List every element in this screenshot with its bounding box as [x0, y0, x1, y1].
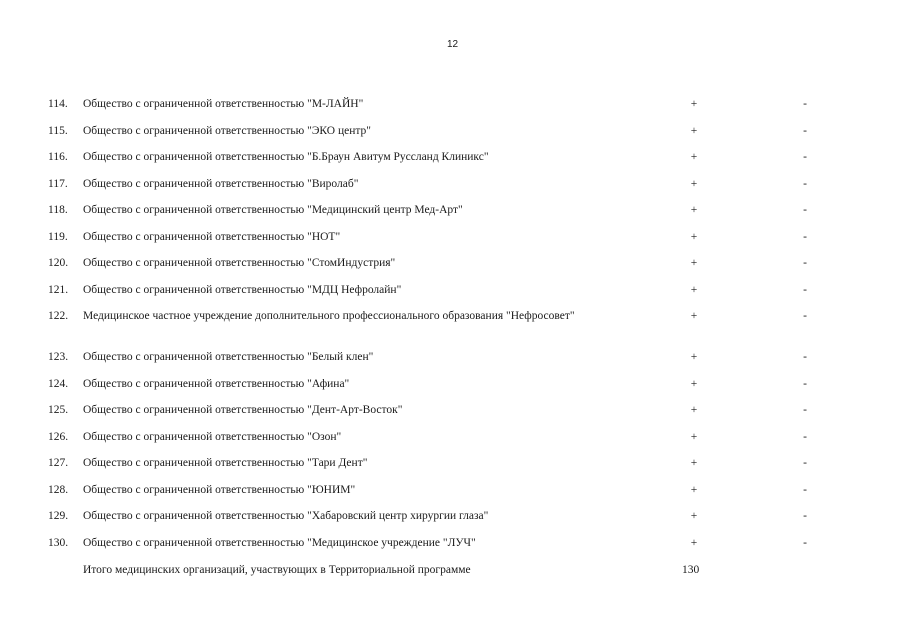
- total-count: 130: [682, 564, 700, 576]
- participation-mark: +: [690, 230, 698, 243]
- participation-mark: +: [690, 351, 698, 363]
- organization-name: Общество с ограниченной ответственностью "Б.Браун Авитум Руссланд Клиникс": [83, 151, 489, 163]
- table-row: [0, 283, 905, 310]
- table-row: [0, 256, 905, 283]
- organization-name: Общество с ограниченной ответственностью "МДЦ Нефролайн": [83, 283, 402, 296]
- participation-mark: +: [690, 257, 698, 269]
- participation-mark: +: [690, 510, 698, 522]
- row-number: 118.: [48, 204, 68, 216]
- table-row: [0, 403, 905, 430]
- secondary-mark: -: [803, 257, 807, 269]
- total-label: Итого медицинских организаций, участвующих в Территориальной программе: [83, 564, 471, 576]
- secondary-mark: -: [803, 177, 807, 190]
- row-number: 121.: [48, 283, 69, 296]
- table-row: [0, 509, 905, 536]
- participation-mark: +: [690, 310, 698, 322]
- table-row: [0, 536, 905, 563]
- row-number: 130.: [48, 536, 69, 549]
- organization-name: Общество с ограниченной ответственностью "Виролаб": [83, 177, 359, 190]
- participation-mark: +: [690, 430, 698, 443]
- secondary-mark: -: [803, 536, 807, 549]
- secondary-mark: -: [803, 457, 807, 469]
- table-row: [0, 97, 905, 124]
- table-row: [0, 124, 905, 151]
- secondary-mark: -: [803, 98, 807, 110]
- row-number: 124.: [48, 377, 69, 390]
- secondary-mark: -: [803, 483, 807, 496]
- participation-mark: +: [690, 204, 698, 216]
- organization-name: Общество с ограниченной ответственностью "Белый клен": [83, 351, 374, 363]
- organization-name: Общество с ограниченной ответственностью "Дент-Арт-Восток": [83, 404, 403, 416]
- participation-mark: +: [690, 151, 698, 163]
- organization-name: Общество с ограниченной ответственностью "ЮНИМ": [83, 483, 356, 496]
- row-number: 116.: [48, 151, 68, 163]
- participation-mark: +: [690, 124, 698, 137]
- organization-name: Общество с ограниченной ответственностью "М-ЛАЙН": [83, 98, 364, 110]
- organization-name: Медицинское частное учреждение дополнительного профессионального образования "Нефросовет": [83, 310, 575, 322]
- participation-mark: +: [690, 377, 698, 390]
- participation-mark: +: [690, 483, 698, 496]
- table-row: [0, 350, 905, 377]
- table-row: [0, 309, 905, 350]
- row-number: 114.: [48, 98, 68, 110]
- secondary-mark: -: [803, 230, 807, 243]
- organization-name: Общество с ограниченной ответственностью "Тари Дент": [83, 457, 368, 469]
- secondary-mark: -: [803, 377, 807, 390]
- table-row: [0, 177, 905, 204]
- table-row: [0, 203, 905, 230]
- row-number: 122.: [48, 310, 69, 322]
- secondary-mark: -: [803, 151, 807, 163]
- organization-name: Общество с ограниченной ответственностью "Афина": [83, 377, 350, 390]
- table-row: [0, 456, 905, 483]
- row-number: 120.: [48, 257, 69, 269]
- organization-name: Общество с ограниченной ответственностью "Медицинское учреждение "ЛУЧ": [83, 536, 476, 549]
- organization-name: Общество с ограниченной ответственностью "Озон": [83, 430, 342, 443]
- row-number: 117.: [48, 177, 68, 190]
- table-row: [0, 377, 905, 404]
- organization-name: Общество с ограниченной ответственностью "Хабаровский центр хирургии глаза": [83, 510, 489, 522]
- secondary-mark: -: [803, 404, 807, 416]
- secondary-mark: -: [803, 204, 807, 216]
- participation-mark: +: [690, 98, 698, 110]
- table-row: [0, 230, 905, 257]
- table-row: [0, 430, 905, 457]
- secondary-mark: -: [803, 430, 807, 443]
- table-row: [0, 483, 905, 510]
- table-row: [0, 150, 905, 177]
- row-number: 123.: [48, 351, 69, 363]
- row-number: 126.: [48, 430, 69, 443]
- page-number: 12: [446, 39, 459, 50]
- row-number: 127.: [48, 457, 69, 469]
- row-number: 128.: [48, 483, 69, 496]
- secondary-mark: -: [803, 510, 807, 522]
- organizations-table: [0, 97, 905, 562]
- row-number: 119.: [48, 230, 68, 243]
- participation-mark: +: [690, 404, 698, 416]
- participation-mark: +: [690, 177, 698, 190]
- organization-name: Общество с ограниченной ответственностью "ЭКО центр": [83, 124, 372, 137]
- secondary-mark: -: [803, 283, 807, 296]
- secondary-mark: -: [803, 124, 807, 137]
- participation-mark: +: [690, 536, 698, 549]
- secondary-mark: -: [803, 351, 807, 363]
- row-number: 125.: [48, 404, 69, 416]
- organization-name: Общество с ограниченной ответственностью "Медицинский центр Мед-Арт": [83, 204, 463, 216]
- participation-mark: +: [690, 283, 698, 296]
- organization-name: Общество с ограниченной ответственностью "НОТ": [83, 230, 341, 243]
- row-number: 129.: [48, 510, 69, 522]
- secondary-mark: -: [803, 310, 807, 322]
- row-number: 115.: [48, 124, 68, 137]
- organization-name: Общество с ограниченной ответственностью "СтомИндустрия": [83, 257, 396, 269]
- participation-mark: +: [690, 457, 698, 469]
